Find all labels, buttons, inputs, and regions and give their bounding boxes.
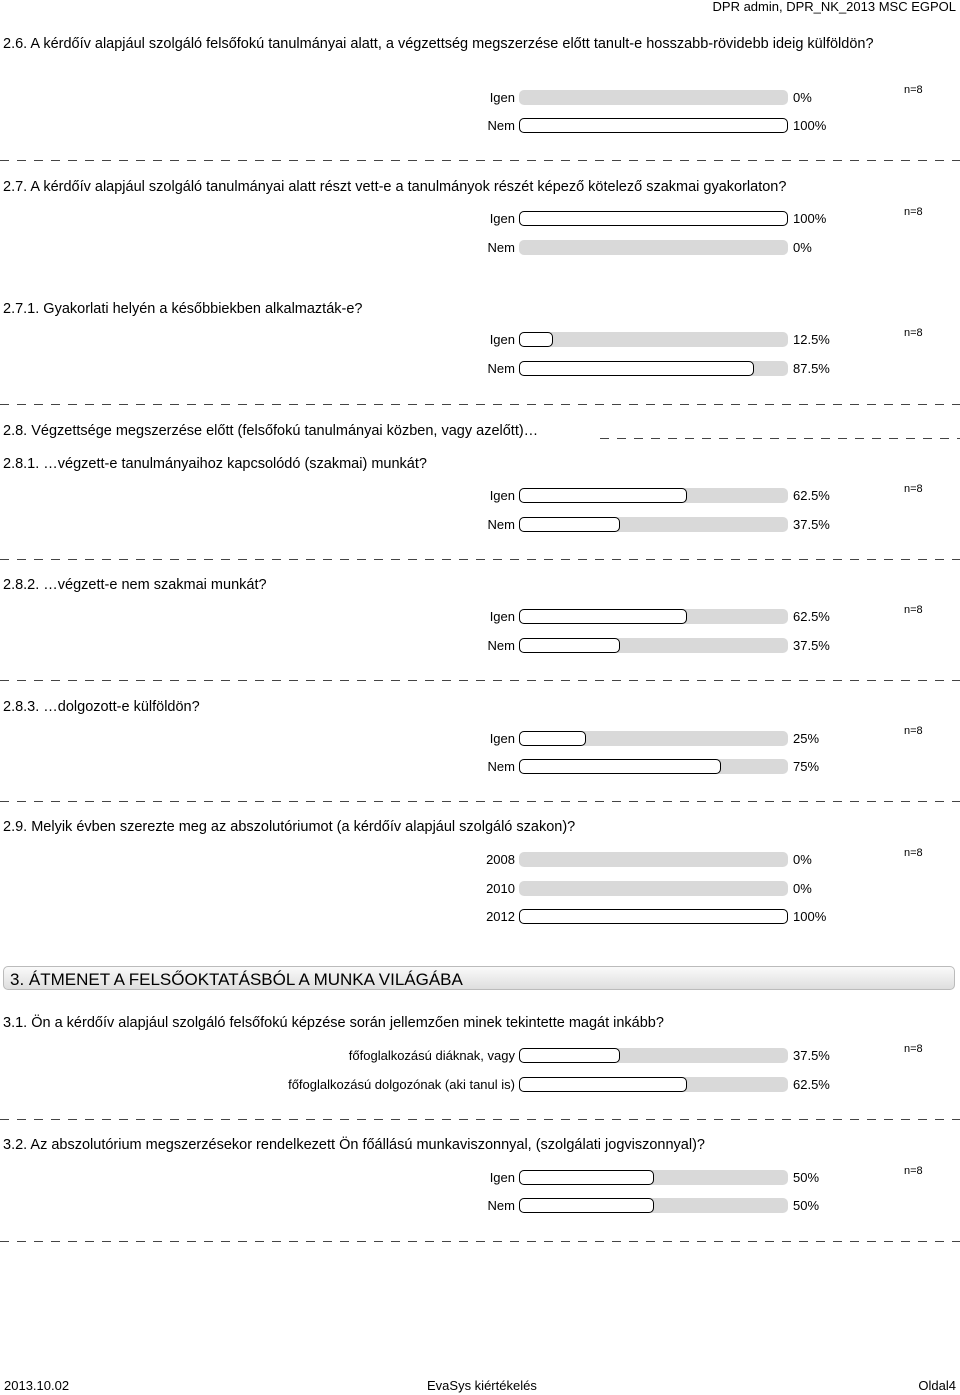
bar-fill bbox=[519, 211, 788, 226]
option-percent: 62.5% bbox=[793, 488, 830, 503]
dashed-separator bbox=[0, 1241, 960, 1242]
option-label: Nem bbox=[487, 361, 515, 376]
bar-fill bbox=[519, 1170, 654, 1185]
bar-fill bbox=[519, 609, 687, 624]
option-label: 2010 bbox=[486, 881, 515, 896]
option-percent: 0% bbox=[793, 852, 812, 867]
option-label: Nem bbox=[487, 118, 515, 133]
option-percent: 62.5% bbox=[793, 1077, 830, 1092]
bar-fill bbox=[519, 638, 620, 653]
option-percent: 0% bbox=[793, 90, 812, 105]
option-percent: 0% bbox=[793, 240, 812, 255]
dashed-separator bbox=[600, 438, 960, 439]
option-label: Nem bbox=[487, 759, 515, 774]
option-percent: 12.5% bbox=[793, 332, 830, 347]
option-label: Igen bbox=[489, 1170, 515, 1185]
question-title: 2.8.3. …dolgozott-e külföldön? bbox=[3, 699, 200, 715]
question-title: 2.7. A kérdőív alapjául szolgáló tanulmányai alatt részt vett-e a tanulmányok részét képező kötelező szakmai gyakorlaton? bbox=[3, 179, 787, 195]
option-percent: 75% bbox=[793, 759, 820, 774]
option-percent: 37.5% bbox=[793, 517, 830, 532]
sample-size: n=8 bbox=[904, 1043, 923, 1055]
bar-track bbox=[519, 240, 788, 255]
bar-fill bbox=[519, 731, 586, 746]
option-label: 2008 bbox=[486, 852, 515, 867]
footer-date: 2013.10.02 bbox=[4, 1378, 70, 1393]
option-percent: 100% bbox=[793, 211, 827, 226]
sample-size: n=8 bbox=[904, 327, 923, 339]
sample-size: n=8 bbox=[904, 84, 923, 96]
sample-size: n=8 bbox=[904, 1165, 923, 1177]
section-header bbox=[3, 966, 955, 990]
dashed-separator bbox=[0, 160, 960, 161]
sample-size: n=8 bbox=[904, 847, 923, 859]
footer-title: EvaSys kiértékelés bbox=[427, 1378, 537, 1393]
option-label: Nem bbox=[487, 240, 515, 255]
bar-fill bbox=[519, 909, 788, 924]
option-percent: 37.5% bbox=[793, 1048, 830, 1063]
bar-track bbox=[519, 881, 788, 896]
bar-track bbox=[519, 332, 788, 347]
option-label: 2012 bbox=[486, 909, 515, 924]
question-title: 3.2. Az abszolutórium megszerzésekor rendelkezett Ön főállású munkaviszonnyal, (szolgálati jogviszonnyal)? bbox=[3, 1137, 705, 1153]
option-percent: 50% bbox=[793, 1170, 820, 1185]
question-title: 2.8.1. …végzett-e tanulmányaihoz kapcsolódó (szakmai) munkát? bbox=[3, 456, 427, 472]
bar-fill bbox=[519, 332, 553, 347]
dashed-separator bbox=[0, 404, 960, 405]
question-title: 2.9. Melyik évben szerezte meg az abszolutóriumot (a kérdőív alapjául szolgáló szakon)? bbox=[3, 819, 576, 835]
bar-track bbox=[519, 90, 788, 105]
option-percent: 100% bbox=[793, 909, 827, 924]
option-label: Igen bbox=[489, 609, 515, 624]
sample-size: n=8 bbox=[904, 725, 923, 737]
bar-fill bbox=[519, 361, 754, 376]
option-percent: 87.5% bbox=[793, 361, 830, 376]
sample-size: n=8 bbox=[904, 483, 923, 495]
option-label: Igen bbox=[489, 90, 515, 105]
option-label: Nem bbox=[487, 638, 515, 653]
bar-fill bbox=[519, 488, 687, 503]
dashed-separator bbox=[0, 1119, 960, 1120]
bar-fill bbox=[519, 118, 788, 133]
dashed-separator bbox=[0, 680, 960, 681]
option-percent: 25% bbox=[793, 731, 820, 746]
sample-size: n=8 bbox=[904, 206, 923, 218]
dashed-separator bbox=[0, 559, 960, 560]
option-label: főfoglalkozású dolgozónak (aki tanul is) bbox=[288, 1077, 515, 1092]
option-label: főfoglalkozású diáknak, vagy bbox=[348, 1048, 515, 1063]
question-title: 3.1. Ön a kérdőív alapjául szolgáló felsőfokú képzése során jellemzően minek tekintette magát inkább? bbox=[3, 1015, 664, 1031]
report-header: DPR admin, DPR_NK_2013 MSC EGPOL bbox=[712, 0, 956, 14]
option-percent: 0% bbox=[793, 881, 812, 896]
option-label: Nem bbox=[487, 1198, 515, 1213]
option-label: Igen bbox=[489, 211, 515, 226]
question-title: 2.8. Végzettsége megszerzése előtt (felsőfokú tanulmányai közben, vagy azelőtt)… bbox=[3, 423, 539, 439]
question-title: 2.8.2. …végzett-e nem szakmai munkát? bbox=[3, 577, 267, 593]
bar-fill bbox=[519, 1077, 687, 1092]
question-title: 2.7.1. Gyakorlati helyén a későbbiekben alkalmazták-e? bbox=[3, 301, 363, 317]
footer-page-number: Oldal4 bbox=[918, 1378, 956, 1393]
bar-track bbox=[519, 852, 788, 867]
option-percent: 50% bbox=[793, 1198, 820, 1213]
option-label: Igen bbox=[489, 332, 515, 347]
question-title: 2.6. A kérdőív alapjául szolgáló felsőfokú tanulmányai alatt, a végzettség megszerzése előtt tanult-e hosszabb-rövidebb ideig külföldön? bbox=[3, 36, 874, 52]
option-percent: 37.5% bbox=[793, 638, 830, 653]
bar-fill bbox=[519, 1198, 654, 1213]
dashed-separator bbox=[0, 801, 960, 802]
option-label: Igen bbox=[489, 731, 515, 746]
bar-fill bbox=[519, 1048, 620, 1063]
option-percent: 62.5% bbox=[793, 609, 830, 624]
option-percent: 100% bbox=[793, 118, 827, 133]
option-label: Igen bbox=[489, 488, 515, 503]
bar-fill bbox=[519, 759, 721, 774]
bar-fill bbox=[519, 517, 620, 532]
option-label: Nem bbox=[487, 517, 515, 532]
sample-size: n=8 bbox=[904, 604, 923, 616]
section-title: 3. ÁTMENET A FELSŐOKTATÁSBÓL A MUNKA VILÁGÁBA bbox=[10, 970, 463, 989]
